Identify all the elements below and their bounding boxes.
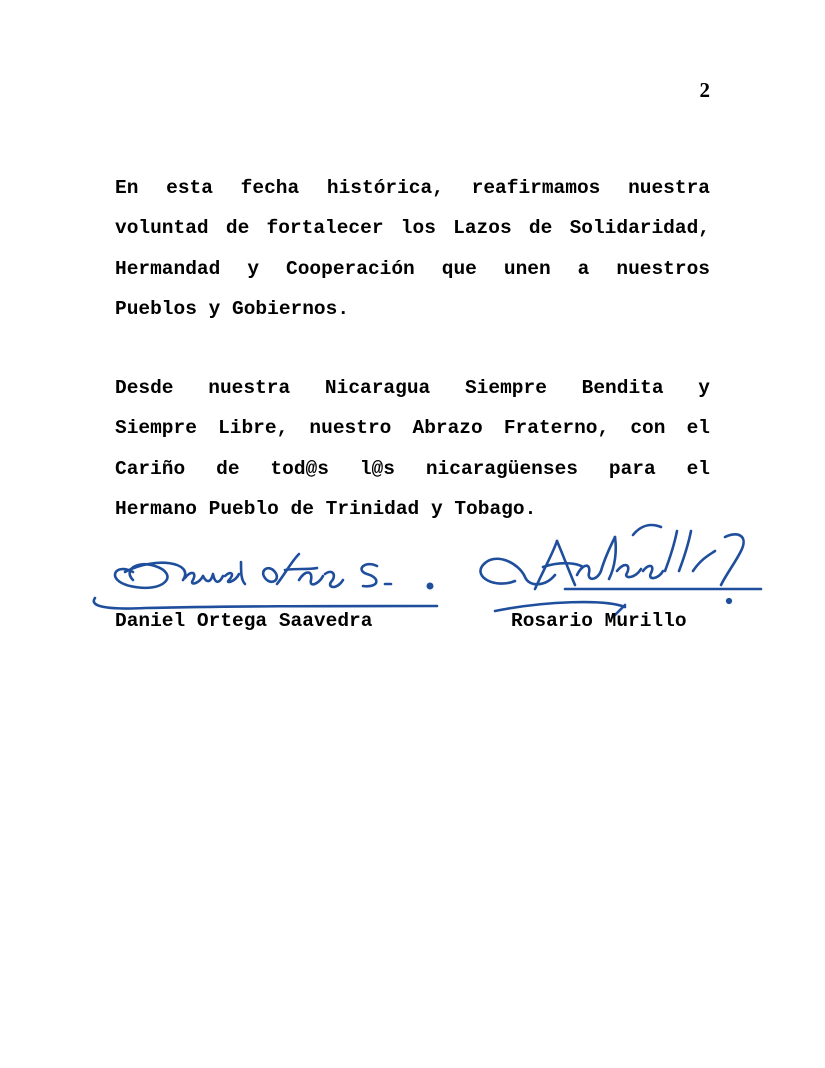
paragraph-line: Hermano Pueblo de Trinidad y Tobago. (115, 497, 537, 520)
signature-strokes (94, 554, 437, 609)
signer-name-right: Rosario Murillo (511, 610, 687, 632)
signature-strokes (481, 525, 761, 617)
paragraph-line: Siempre Libre, nuestro Abrazo Fraterno, con el (115, 417, 710, 440)
paragraph-line: Pueblos y Gobiernos. (115, 297, 350, 320)
paragraph-2 (115, 368, 710, 529)
paragraph-line: Cariño de tod@s l@s nicaragüenses para el (115, 457, 710, 480)
paragraph-line: voluntad de fortalecer los Lazos de Solidaridad, (115, 217, 710, 240)
page-number: 2 (699, 78, 710, 102)
paragraph-line: En esta fecha histórica, reafirmamos nuestra (115, 177, 710, 199)
signer-name-left: Daniel Ortega Saavedra (115, 610, 373, 632)
paragraph-1 (115, 168, 710, 329)
paragraph-line: Hermandad y Cooperación que unen a nuestros (115, 257, 710, 280)
paragraph-line: Desde nuestra Nicaragua Siempre Bendita y (115, 377, 710, 399)
